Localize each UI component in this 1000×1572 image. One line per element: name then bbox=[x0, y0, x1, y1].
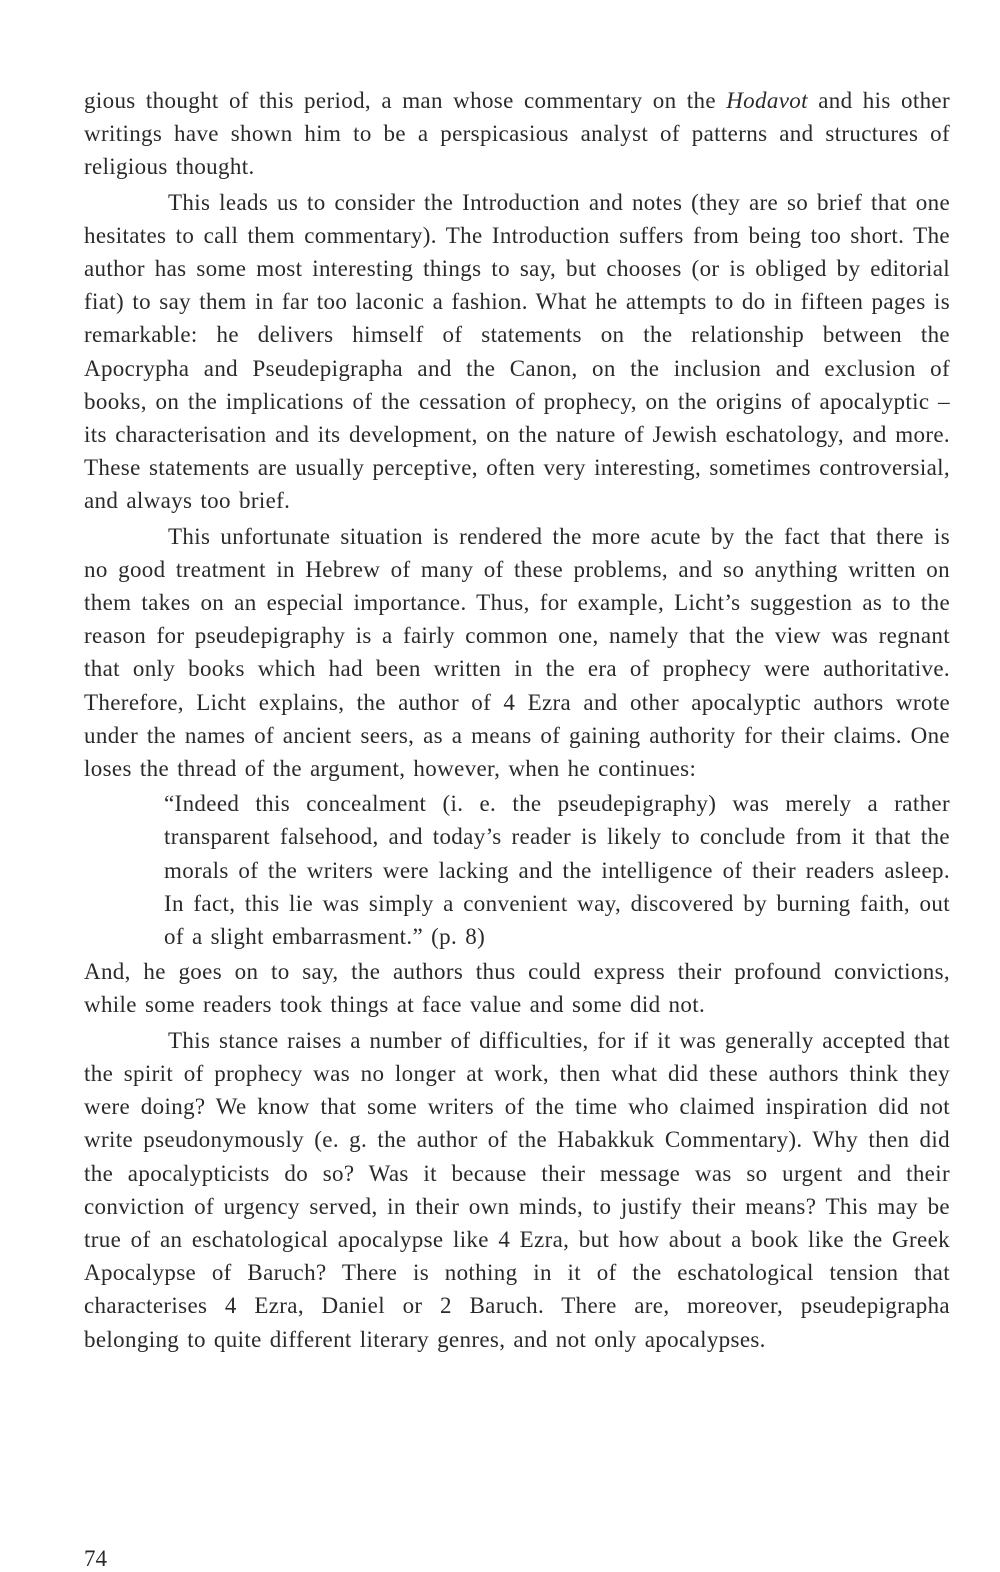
block-quotation-text: “Indeed this concealment (i. e. the pseudepigraphy) was merely a rather transparent falsehood, and today’s reader is likely to conclude from it that the morals of the writers were lacking and the intelligence of their readers asleep. In fact, this lie was simply a convenient way, discovered by burning faith, out of a slight embarrasment.” (p. 8) bbox=[164, 791, 950, 950]
paragraph-3 bbox=[84, 520, 950, 786]
page-number: 74 bbox=[84, 1546, 107, 1571]
paragraph-4 bbox=[84, 955, 950, 1021]
paragraph-3-text: This unfortunate situation is rendered the more acute by the fact that there is no good treatment in Hebrew of many of these problems, and so anything written on them takes on an especial importance. Thus, for example, Licht’s suggestion as to the reason for pseudepigraphy is a fairly common one, namely that the view was regnant that only books which had been written in the era of prophecy were authoritative. Therefore, Licht explains, the author of 4 Ezra and other apocalyptic authors wrote under the names of ancient seers, as a means of gaining authority for their claims. One loses the thread of the argument, however, when he continues: bbox=[84, 523, 950, 782]
block-quotation bbox=[84, 787, 950, 953]
paragraph-5 bbox=[84, 1024, 950, 1356]
hodavot-title: Hodavot bbox=[726, 88, 808, 113]
paragraph-5-text: This stance raises a number of difficulties, for if it was generally accepted that the spirit of prophecy was no longer at work, then what did these authors think they were doing? We know that some writers of the time who claimed inspiration did not write pseudonymously (e. g. the author of the Habakkuk Commentary). Why then did the apocalypticists do so? Was it because their message was so urgent and their conviction of urgency served, in their own minds, to justify their means? This may be true of an eschatological apocalypse like 4 Ezra, but how about a book like the Greek Apocalypse of Baruch? There is nothing in it of the eschatological tension that characterises 4 Ezra, Daniel or 2 Baruch. There are, moreover, pseudepigrapha belonging to quite different literary genres, and not only apocalypses. bbox=[84, 1027, 950, 1352]
paragraph-2-text: This leads us to consider the Introduction and notes (they are so brief that one hesitates to call them commentary). The Introduction suffers from being too short. The author has some most interesting things to say, but chooses (or is obliged by editorial fiat) to say them in far too laconic a fashion. What he attempts to do in fifteen pages is remarkable: he delivers himself of statements on the relationship between the Apocrypha and Pseudepigrapha and the Canon, on the inclusion and exclusion of books, on the implications of the cessation of prophecy, on the origins of apocalyptic – its characterisation and its development, on the nature of Jewish eschatology, and more. These statements are usually perceptive, often very interesting, sometimes controversial, and always too brief. bbox=[84, 189, 950, 514]
paragraph-1-text: gious thought of this period, a man whose commentary on the bbox=[84, 88, 727, 113]
paragraph-4-text: And, he goes on to say, the authors thus could express their profound convictions, while some readers took things at face value and some did not. bbox=[84, 959, 950, 1018]
paragraph-1-text-end: and his other writings have shown him to be a perspicasious analyst of patterns and structures of religious thought. bbox=[84, 88, 950, 180]
document-body bbox=[84, 84, 950, 1358]
paragraph-2 bbox=[84, 186, 950, 518]
paragraph-1 bbox=[84, 84, 950, 184]
